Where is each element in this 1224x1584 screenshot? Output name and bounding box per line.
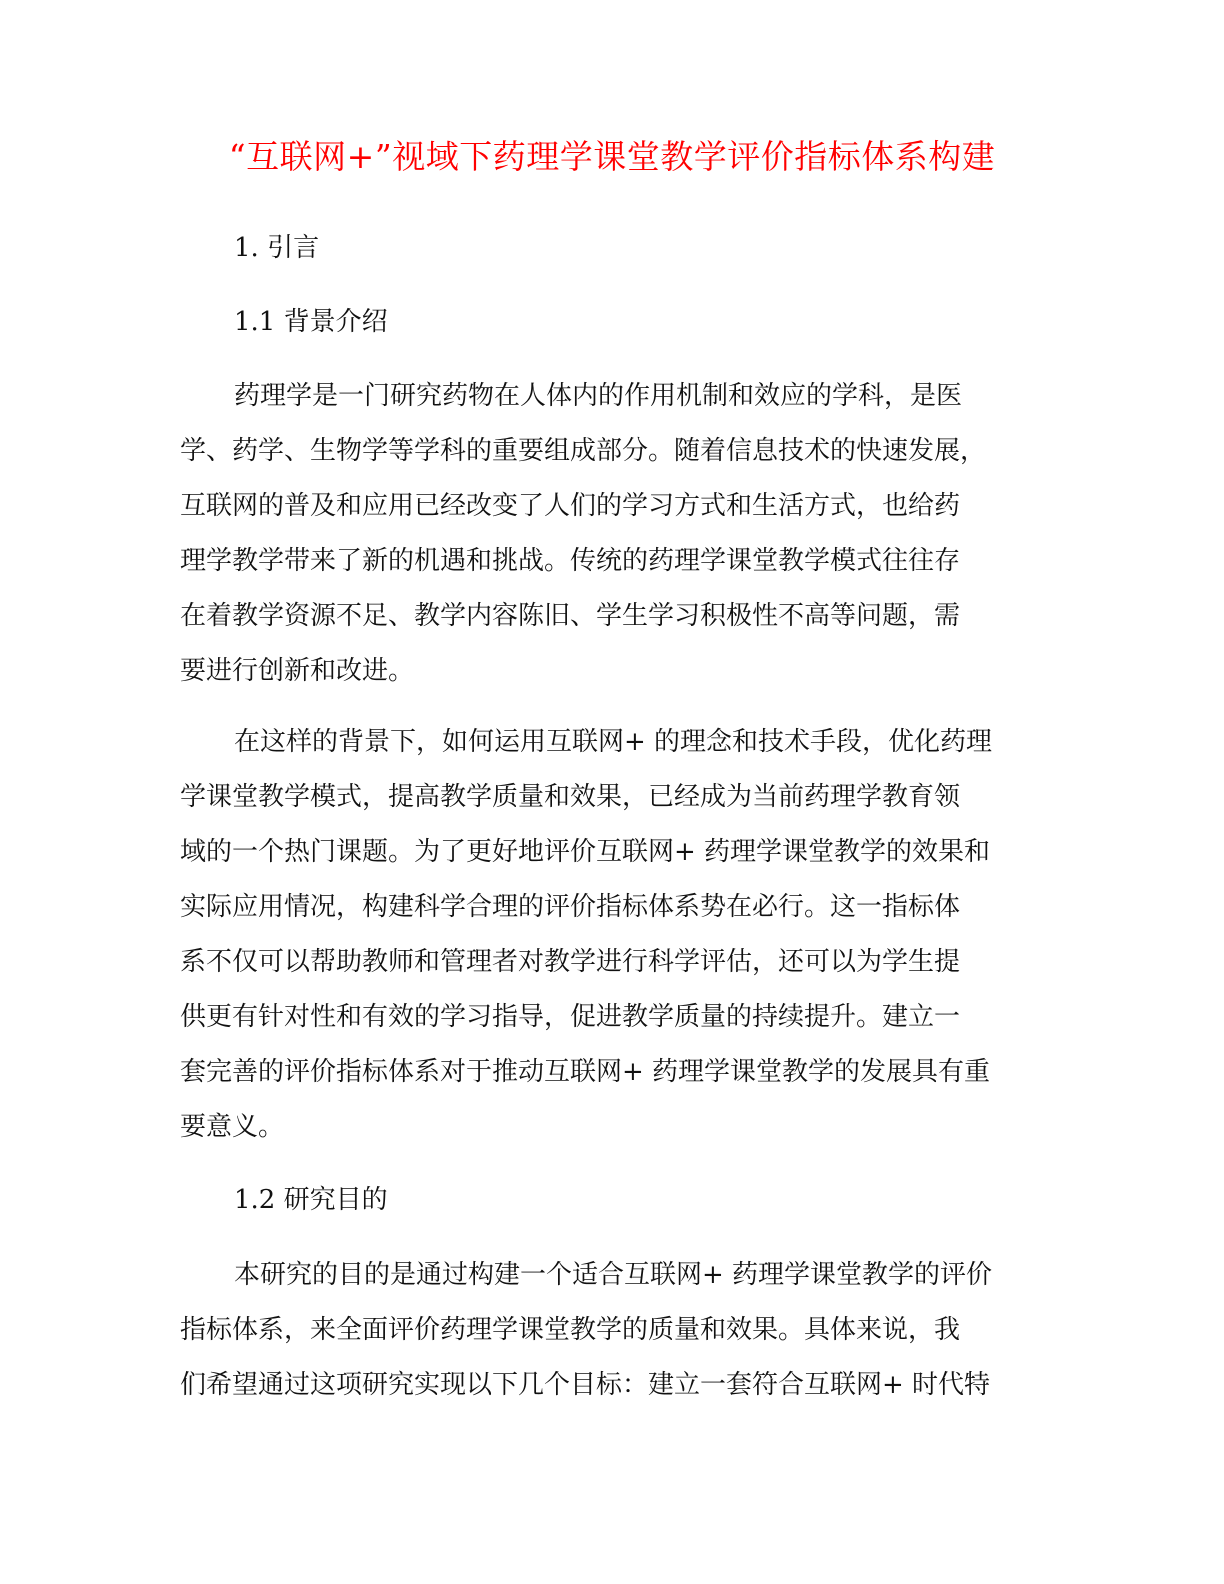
paragraph-background-1 [180,369,986,699]
section-heading-background: 1.1 背景介绍 [234,307,388,337]
paragraph-line: 供更有针对性和有效的学习指导，促进教学质量的持续提升。建立一 [180,1002,961,1032]
paragraph-line: 在着教学资源不足、教学内容陈旧、学生学习积极性不高等问题，需 [180,601,961,631]
paragraph-line: 指标体系，来全面评价药理学课堂教学的质量和效果。具体来说，我 [180,1315,961,1345]
paragraph-line: 学、药学、生物学等学科的重要组成部分。随着信息技术的快速发展， [180,436,987,466]
paragraph-line: 在这样的背景下，如何运用互联网+ 的理念和技术手段，优化药理 [234,727,993,757]
paragraph-background-2 [180,715,992,1155]
paragraph-line: 药理学是一门研究药物在人体内的作用机制和效应的学科，是医 [234,381,963,411]
paragraph-line: 们希望通过这项研究实现以下几个目标：建立一套符合互联网+ 时代特 [180,1370,991,1400]
paragraph-line: 理学教学带来了新的机遇和挑战。传统的药理学课堂教学模式往往存 [180,546,961,576]
section-heading-introduction: 1. 引言 [234,233,320,263]
paragraph-line: 系不仅可以帮助教师和管理者对教学进行科学评估，还可以为学生提 [180,947,961,977]
paragraph-line: 要进行创新和改进。 [180,656,415,686]
paragraph-research-purpose [180,1248,992,1413]
paragraph-line: 互联网的普及和应用已经改变了人们的学习方式和生活方式，也给药 [180,491,961,521]
document-title: “互联网+”视域下药理学课堂教学评价指标体系构建 [228,137,996,176]
paragraph-line: 要意义。 [180,1112,285,1142]
paragraph-line: 域的一个热门课题。为了更好地评价互联网+ 药理学课堂教学的效果和 [180,837,991,867]
paragraph-line: 本研究的目的是通过构建一个适合互联网+ 药理学课堂教学的评价 [234,1260,993,1290]
section-heading-research-purpose: 1.2 研究目的 [234,1185,388,1215]
paragraph-line: 套完善的评价指标体系对于推动互联网+ 药理学课堂教学的发展具有重 [180,1057,991,1087]
paragraph-line: 实际应用情况，构建科学合理的评价指标体系势在必行。这一指标体 [180,892,961,922]
paragraph-line: 学课堂教学模式，提高教学质量和效果，已经成为当前药理学教育领 [180,782,961,812]
